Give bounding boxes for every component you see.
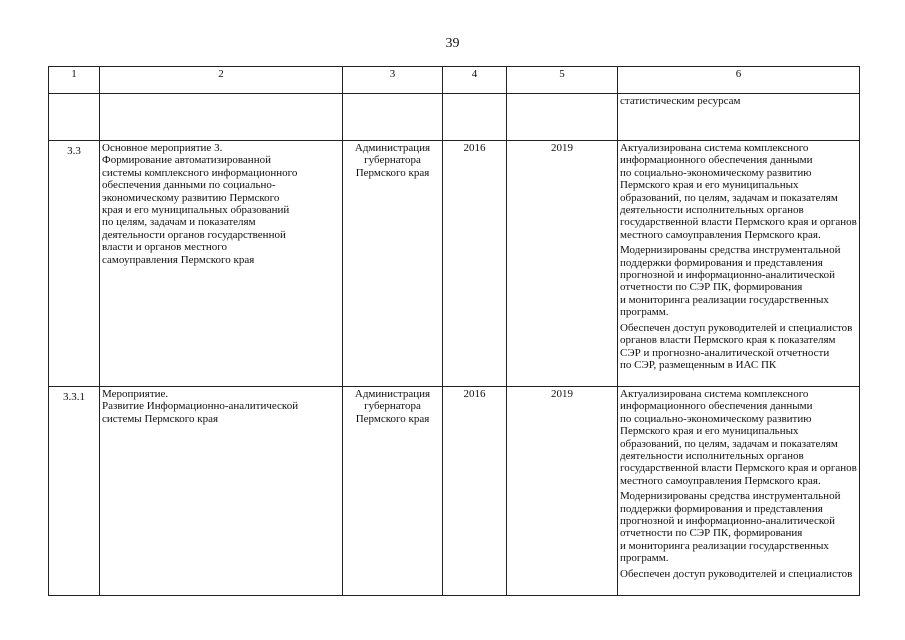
- program-table: [48, 66, 860, 596]
- column-header-1: 1: [49, 67, 100, 94]
- result-paragraph: статистическим ресурсам: [620, 95, 741, 107]
- row-title-text: Мероприятие. Развитие Информационно-аналитической системы Пермского края: [102, 388, 299, 425]
- row-executor: [343, 387, 443, 596]
- result-paragraph: Модернизированы средства инструментальной поддержки формирования и представления прогнозной и информационно-аналитической отчетности по СЭР ПК, формирования и мониторинга реализации государственных программ.: [620, 490, 841, 565]
- column-header-5: 5: [507, 67, 618, 94]
- table-row-3-3-1: [49, 387, 860, 596]
- cell-empty: [507, 94, 618, 141]
- row-number: 3.3.1: [49, 387, 100, 596]
- row-title-text: Основное мероприятие 3. Формирование автоматизированной системы комплексного информационного обеспечения данными по социально- экономическому развитию Пермского края и его муниципальных образований по целям, задачам и показателям деятельности органов государственной власти и органов местного самоуправления Пермского края: [102, 142, 298, 266]
- row-end-year: 2019: [507, 387, 618, 596]
- row-executor-text: Администрация губернатора Пермского края: [354, 142, 431, 179]
- cell-empty: [343, 94, 443, 141]
- column-header-row: [49, 67, 860, 94]
- continuation-row: [49, 94, 860, 141]
- row-title: [100, 141, 343, 387]
- result-paragraph: Обеспечен доступ руководителей и специалистов органов власти Пермского края к показателям СЭР и прогнозно-аналитической отчетности по СЭР, размещенным в ИАС ПК: [620, 321, 853, 371]
- result-paragraph: Актуализирована система комплексного информационного обеспечения данными по социально-экономическому развитию Пермского края и его муниципальных образований, по целям, задачам и показателям деятельности исполнительных органов государственной власти Пермского края и органов местного самоуправления Пермского края.: [620, 142, 857, 241]
- continuation-result-text: [618, 94, 860, 141]
- cell-empty: [100, 94, 343, 141]
- cell-empty: [443, 94, 507, 141]
- result-paragraph: Обеспечен доступ руководителей и специалистов: [620, 567, 853, 580]
- column-header-2: 2: [100, 67, 343, 94]
- row-executor: [343, 141, 443, 387]
- row-end-year: 2019: [507, 141, 618, 387]
- column-header-4: 4: [443, 67, 507, 94]
- row-start-year: 2016: [443, 387, 507, 596]
- result-paragraph: Актуализирована система комплексного информационного обеспечения данными по социально-экономическому развитию Пермского края и его муниципальных образований, по целям, задачам и показателям деятельности исполнительных органов государственной власти Пермского края и органов местного самоуправления Пермского края.: [620, 388, 857, 487]
- row-title: [100, 387, 343, 596]
- row-executor-text: Администрация губернатора Пермского края: [354, 388, 431, 425]
- column-header-6: 6: [618, 67, 860, 94]
- column-header-3: 3: [343, 67, 443, 94]
- cell-empty: [49, 94, 100, 141]
- row-number: 3.3: [49, 141, 100, 387]
- row-results: [618, 141, 860, 387]
- row-start-year: 2016: [443, 141, 507, 387]
- row-results: [618, 387, 860, 596]
- result-paragraph: Модернизированы средства инструментальной поддержки формирования и представления прогнозной и информационно-аналитической отчетности по СЭР ПК, формирования и мониторинга реализации государственных программ.: [620, 244, 841, 319]
- page-number: 39: [445, 36, 460, 51]
- table-row-3-3: [49, 141, 860, 387]
